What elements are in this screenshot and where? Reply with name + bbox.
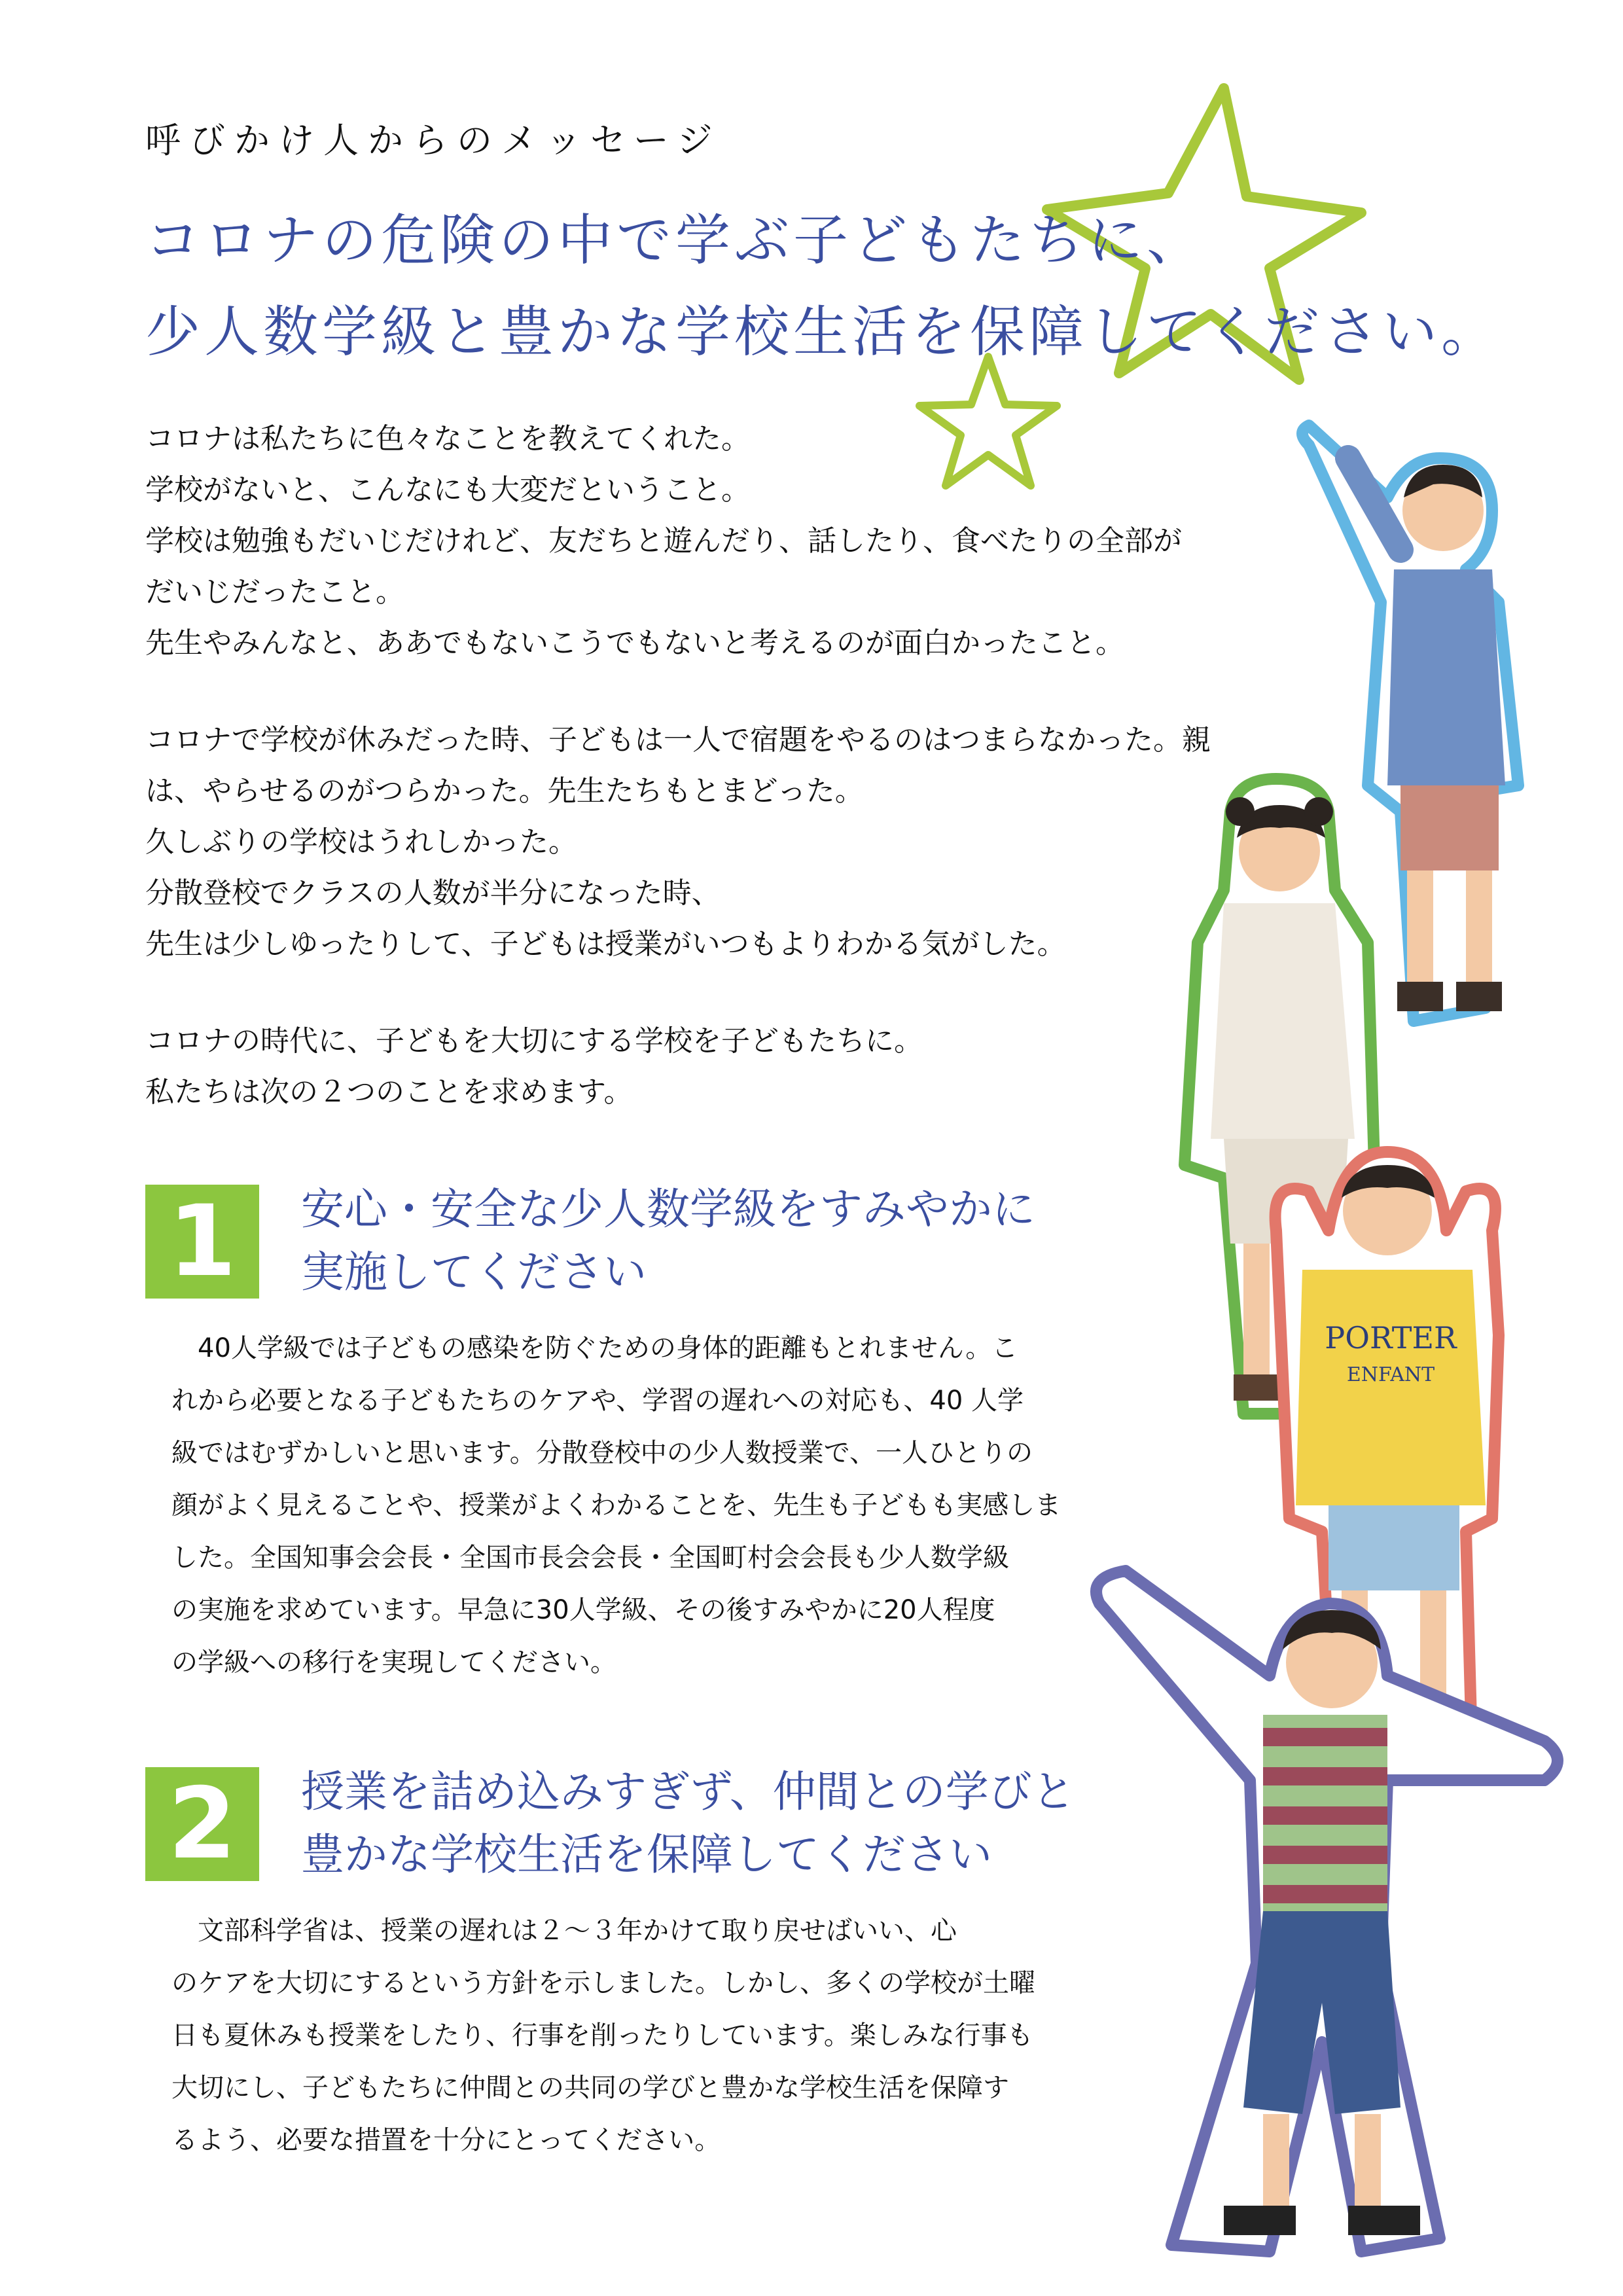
section-2-number-badge: 2 bbox=[145, 1767, 259, 1881]
intro-paragraph-3: コロナの時代に、子どもを大切にする学校を子どもたちに。 私たちは次の２つのことを求めます。 bbox=[145, 1024, 923, 1109]
headline-line-1: コロナの危険の中で学ぶ子どもたちに、 bbox=[145, 208, 1206, 272]
section-1-title: 安心・安全な少人数学級をすみやかに 実施してください bbox=[301, 1184, 1035, 1297]
section-1-body: 40人学級では子どもの感染を防ぐための身体的距離もとれません。こ れから必要となる子どもたちのケアや、学習の遅れへの対応も、40 人学 級ではむずかしいと思います。分散登校中の少人数授業で、一人ひとりの 顔がよく見えることや、授業がよくわかることを、先生も子どもも実感しま した。全国知事会会長・全国市長会会長・全国町村会会長も少人数学級 の実施を求めています。早急に30人学級、その後すみやかに20人程度 の学級への移行を実現してください。 bbox=[171, 1333, 1061, 1677]
intro-paragraph-1: コロナは私たちに色々なことを教えてくれた。 学校がないと、こんなにも大変だということ。 学校は勉強もだいじだけれど、友だちと遊んだり、話したり、食べたりの全部が だいじだったこと。 先生やみんなと、ああでもないこうでもないと考えるのが面白かったこと。 bbox=[145, 422, 1182, 660]
sweater-logo-subtext: ENFANT bbox=[1346, 1363, 1435, 1386]
eyebrow-caption: 呼びかけ人からのメッセージ bbox=[145, 120, 722, 161]
section-1-number-badge: 1 bbox=[145, 1185, 259, 1299]
section-2-body: 文部科学省は、授業の遅れは２～３年かけて取り戻せばいい、心 のケアを大切にするという方針を示しました。しかし、多くの学校が土曜 日も夏休みも授業をしたり、行事を削ったりしています。楽しみな行事も 大切にし、子どもたちに仲間との共同の学びと豊かな学校生活を保障す るよう、必要な措置を十分にとってください。 bbox=[171, 1916, 1035, 2155]
girl-striped-sweater-figure bbox=[1073, 1545, 1571, 2284]
sweater-logo-text: PORTER bbox=[1325, 1320, 1457, 1355]
intro-paragraph-2: コロナで学校が休みだった時、子どもは一人で宿題をやるのはつまらなかった。親 は、やらせるのがつらかった。先生たちもとまどった。 久しぶりの学校はうれしかった。 分散登校でクラスの人数が半分になった時、 先生は少しゆったりして、子どもは授業がいつもよりわかる気がした。 bbox=[145, 723, 1211, 961]
section-2-title: 授業を詰め込みすぎず、仲間との学びと 豊かな学校生活を保障してください bbox=[301, 1767, 1075, 1880]
headline-line-2: 少人数学級と豊かな学校生活を保障してください。 bbox=[145, 300, 1501, 364]
